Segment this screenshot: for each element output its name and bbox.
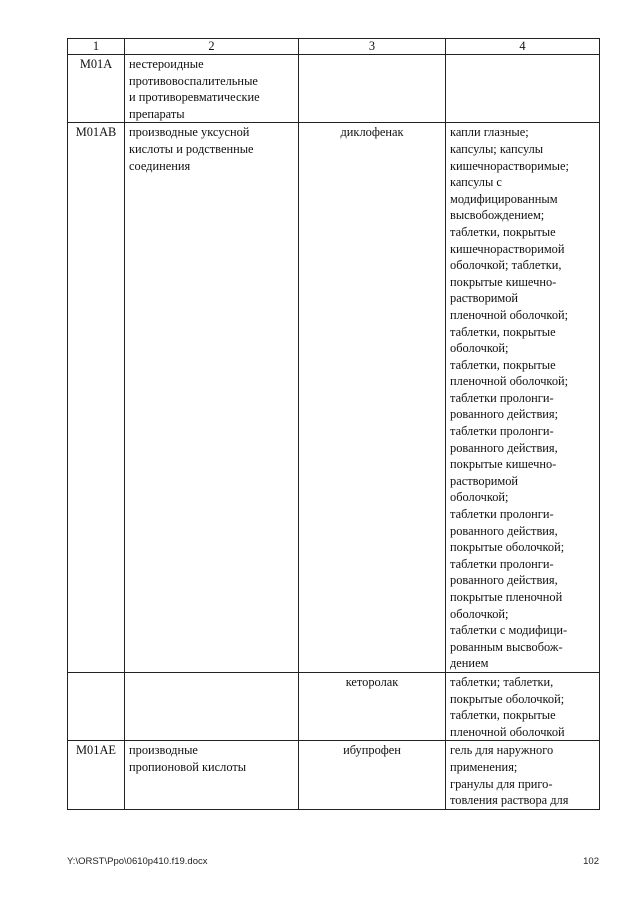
dosage-form-line: кишечнорастворимые; bbox=[450, 158, 569, 173]
group-name-cell bbox=[125, 672, 299, 740]
dosage-form-line: оболочкой; bbox=[450, 490, 509, 505]
dosage-forms-cell bbox=[446, 123, 600, 673]
dosage-form-line: таблетки пролонги- bbox=[450, 507, 554, 522]
dosage-form-line: рованного действия, bbox=[450, 523, 558, 538]
dosage-form-line: пленочной оболочкой; bbox=[450, 307, 569, 322]
group-line: нестероидные bbox=[129, 57, 204, 71]
atc-code-cell: M01AB bbox=[68, 123, 125, 673]
dosage-form-line: товления раствора для bbox=[450, 793, 569, 808]
footer-file-path: Y:\ORST\Ppo\0610p410.f19.docx bbox=[67, 856, 208, 867]
table-row bbox=[68, 55, 600, 123]
drug-table bbox=[67, 38, 600, 810]
dosage-form-line: таблетки, покрытые bbox=[450, 708, 556, 723]
dosage-form-line: дением bbox=[450, 656, 489, 671]
dosage-form-line: растворимой bbox=[450, 473, 519, 488]
dosage-forms-cell bbox=[446, 55, 600, 123]
dosage-form-line: модифицированным bbox=[450, 191, 558, 206]
dosage-form-line: таблетки пролонги- bbox=[450, 556, 554, 571]
group-line: кислоты и родственные bbox=[129, 141, 254, 156]
dosage-form-line: капли глазные; bbox=[450, 125, 529, 140]
dosage-form-line: таблетки, покрытые bbox=[450, 357, 556, 372]
drug-name-cell: кеторолак bbox=[299, 672, 446, 740]
table-row bbox=[68, 741, 600, 809]
dosage-form-line: растворимой bbox=[450, 291, 519, 306]
drug-name-cell: диклофенак bbox=[299, 123, 446, 673]
dosage-form-line: таблетки пролонги- bbox=[450, 390, 554, 405]
group-line: препараты bbox=[129, 106, 185, 121]
dosage-form-line: оболочкой; bbox=[450, 341, 509, 356]
group-name-cell bbox=[125, 123, 299, 673]
dosage-form-line: таблетки, покрытые bbox=[450, 324, 556, 339]
drug-name-cell: ибупрофен bbox=[299, 741, 446, 809]
group-name-cell bbox=[125, 741, 299, 809]
dosage-form-line: покрытые кишечно- bbox=[450, 274, 557, 289]
dosage-form-line: оболочкой; bbox=[450, 606, 509, 621]
group-line: производные уксусной bbox=[129, 125, 250, 140]
dosage-form-line: гранулы для приго- bbox=[450, 776, 553, 791]
dosage-form-line: высвобождением; bbox=[450, 208, 545, 223]
dosage-form-line: кишечнорастворимой bbox=[450, 241, 565, 256]
dosage-forms-cell bbox=[446, 741, 600, 809]
dosage-forms-cell bbox=[446, 672, 600, 740]
dosage-form-line: пленочной оболочкой bbox=[450, 724, 565, 739]
group-line: противовоспалительные bbox=[129, 73, 258, 88]
header-cell-3: 3 bbox=[299, 39, 446, 55]
dosage-form-line: рованного действия, bbox=[450, 440, 558, 455]
group-line: производные bbox=[129, 743, 198, 758]
dosage-form-line: рованного действия; bbox=[450, 407, 559, 422]
dosage-form-line: оболочкой; таблетки, bbox=[450, 258, 562, 273]
dosage-form-line: применения; bbox=[450, 759, 518, 774]
dosage-form-line: таблетки с модифици- bbox=[450, 623, 568, 638]
dosage-form-line: таблетки; таблетки, bbox=[450, 674, 554, 689]
table-row bbox=[68, 672, 600, 740]
dosage-form-line: таблетки пролонги- bbox=[450, 424, 554, 439]
dosage-form-line: покрытые оболочкой; bbox=[450, 540, 565, 555]
dosage-form-line: капсулы с bbox=[450, 175, 502, 190]
drug-name-cell bbox=[299, 55, 446, 123]
atc-code-cell bbox=[68, 672, 125, 740]
group-line: пропионовой кислоты bbox=[129, 759, 247, 774]
group-line: и противоревматические bbox=[129, 90, 260, 105]
dosage-form-line: покрытые пленочной bbox=[450, 590, 563, 604]
dosage-form-line: гель для наружного bbox=[450, 743, 554, 758]
page-number: 102 bbox=[583, 856, 599, 867]
group-name-cell bbox=[125, 55, 299, 123]
dosage-form-line: капсулы; капсулы bbox=[450, 141, 544, 156]
dosage-form-line: таблетки, покрытые bbox=[450, 224, 556, 239]
dosage-form-line: покрытые оболочкой; bbox=[450, 691, 565, 706]
atc-code-cell: M01A bbox=[68, 55, 125, 123]
group-line: соединения bbox=[129, 158, 191, 173]
header-cell-1: 1 bbox=[68, 39, 125, 55]
dosage-form-line: рованным высвобож- bbox=[450, 639, 563, 654]
dosage-form-line: пленочной оболочкой; bbox=[450, 374, 569, 389]
header-row bbox=[68, 39, 600, 55]
header-cell-4: 4 bbox=[446, 39, 600, 55]
atc-code-cell: M01AE bbox=[68, 741, 125, 809]
header-cell-2: 2 bbox=[125, 39, 299, 55]
dosage-form-line: покрытые кишечно- bbox=[450, 457, 557, 472]
dosage-form-line: рованного действия, bbox=[450, 573, 558, 588]
table-row bbox=[68, 123, 600, 673]
